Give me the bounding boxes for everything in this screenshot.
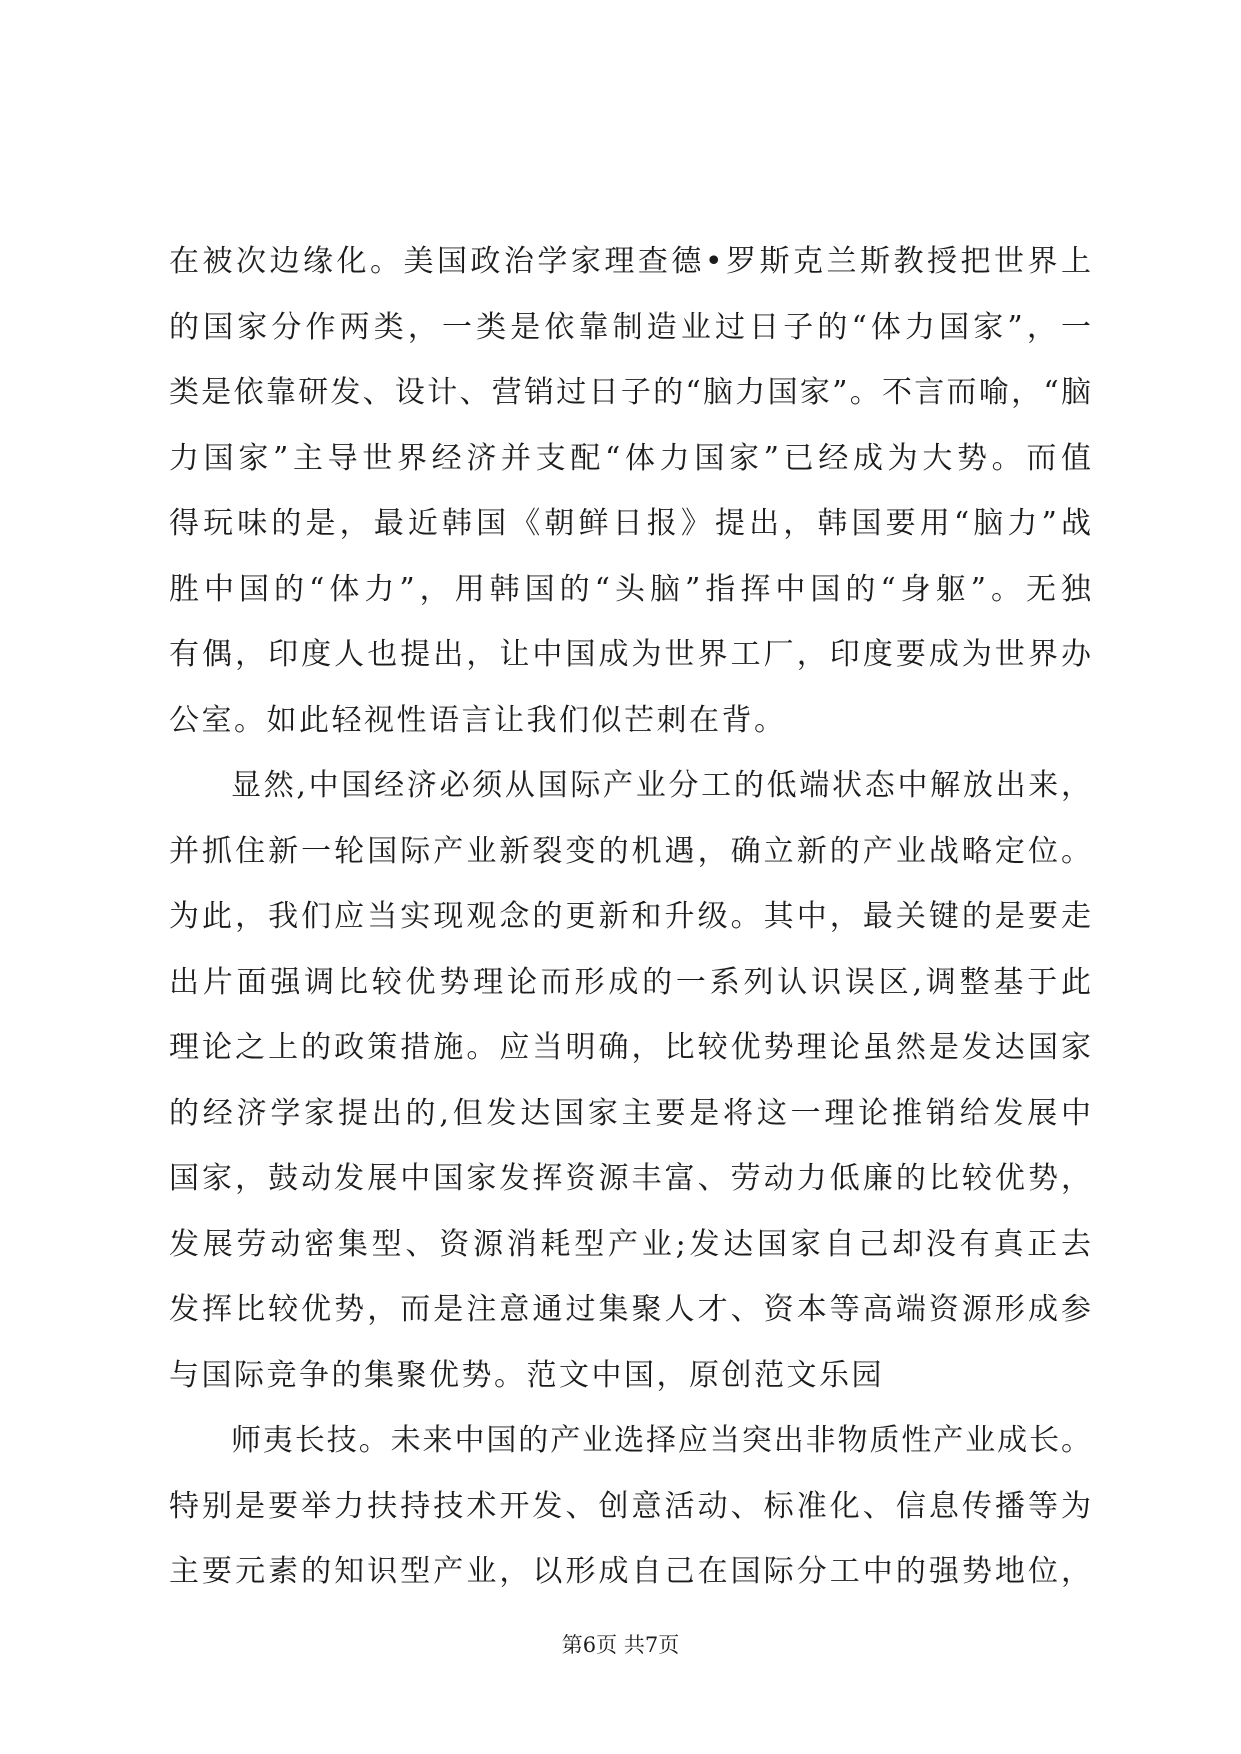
document-body (169, 229, 1091, 1605)
text-line: 在被次边缘化。美国政治学家理查德•罗斯克兰斯教授把世界上 (169, 244, 1091, 279)
text-line: 显然,中国经济必须从国际产业分工的低端状态中解放出来， (231, 768, 1091, 803)
text-line: 国家，鼓动发展中国家发挥资源丰富、劳动力低廉的比较优势， (169, 1161, 1091, 1196)
text-line: 有偶，印度人也提出，让中国成为世界工厂，印度要成为世界办 (169, 637, 1091, 672)
text-line: 胜中国的“体力”，用韩国的“头脑”指挥中国的“身躯”。无独 (169, 571, 1091, 607)
text-line: 得玩味的是，最近韩国《朝鲜日报》提出，韩国要用“脑力”战 (169, 506, 1091, 541)
text-line: 特别是要举力扶持技术开发、创意活动、标准化、信息传播等为 (169, 1488, 1091, 1524)
text-line: 为此，我们应当实现观念的更新和升级。其中，最关键的是要走 (169, 899, 1091, 934)
text-line: 类是依靠研发、设计、营销过日子的“脑力国家”。不言而喻，“脑 (169, 375, 1091, 410)
text-line: 理论之上的政策措施。应当明确，比较优势理论虽然是发达国家 (169, 1030, 1091, 1065)
paragraph (169, 1408, 1091, 1605)
text-line: 主要元素的知识型产业，以形成自己在国际分工中的强势地位， (169, 1554, 1091, 1589)
text-line: 发展劳动密集型、资源消耗型产业;发达国家自己却没有真正去 (169, 1226, 1091, 1262)
text-line: 公室。如此轻视性语言让我们似芒刺在背。 (169, 702, 787, 738)
text-line: 发挥比较优势，而是注意通过集聚人才、资本等高端资源形成参 (169, 1292, 1091, 1327)
text-line: 的经济学家提出的,但发达国家主要是将这一理论推销给发展中 (169, 1095, 1091, 1131)
text-line: 力国家”主导世界经济并支配“体力国家”已经成为大势。而值 (169, 440, 1091, 476)
text-line: 并抓住新一轮国际产业新裂变的机遇，确立新的产业战略定位。 (169, 833, 1091, 869)
page-number-footer: 第6页 共7页 (561, 1633, 680, 1657)
text-line: 出片面强调比较优势理论而形成的一系列认识误区,调整基于此 (169, 964, 1091, 1000)
text-line: 与国际竞争的集聚优势。范文中国，原创范文乐园 (169, 1357, 884, 1393)
paragraph (169, 753, 1091, 1408)
text-line: 的国家分作两类，一类是依靠制造业过日子的“体力国家”，一 (169, 309, 1091, 345)
text-line: 师夷长技。未来中国的产业选择应当突出非物质性产业成长。 (231, 1423, 1091, 1458)
paragraph (169, 229, 1091, 753)
